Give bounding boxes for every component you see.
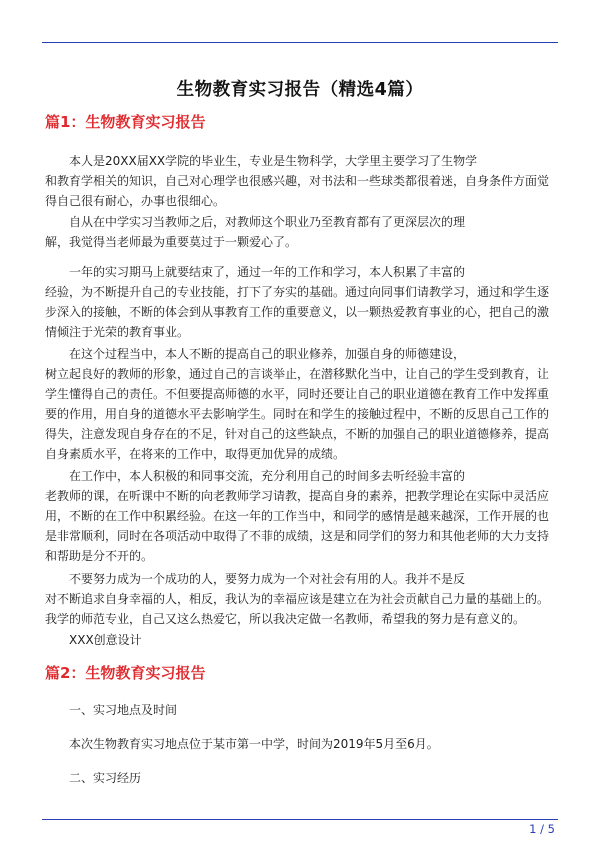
section-1-body: [45, 151, 555, 211]
section-1-body: [45, 344, 555, 464]
section-1-heading: 篇1：生物教育实习报告: [45, 113, 206, 131]
section-2-item: [45, 734, 555, 754]
top-rule: [42, 42, 558, 43]
signature-block: [45, 630, 555, 650]
section-1-body: [45, 212, 555, 252]
paragraph-line: 学生懂得自己的责任。不但要提高师德的水平，同时还要让自己的职业道德在教育工作中发挥重: [45, 387, 550, 401]
document-title: 生物教育实习报告（精选4篇）: [176, 80, 424, 100]
paragraph-line: 步深入的接触，不断的体会到从事教育工作的重要意义，以一颗热爱教育事业的心，把自己的激: [45, 305, 550, 319]
paragraph-line: 对不断追求自身幸福的人，相反，我认为的幸福应该是建立在为社会贡献自己力量的基础上的。: [45, 592, 550, 606]
paragraph-line: 得自己很有耐心，办事也很细心。: [45, 194, 226, 208]
item-heading: 二、实习经历: [69, 771, 142, 785]
page-indicator: 1 / 5: [529, 822, 555, 836]
paragraph-line: 自身素质水平，在将来的工作中，取得更加优异的成绩。: [45, 447, 346, 461]
paragraph-line: 不要努力成为一个成功的人，要努力成为一个对社会有用的人。我并不是反: [69, 572, 466, 586]
section-1-body: [45, 262, 555, 342]
paragraph-line: 得失，注意发现自身存在的不足，针对自己的这些缺点，不断的加强自己的职业道德修养，提高: [45, 427, 550, 441]
paragraph-line: 用，不断的在工作中积累经验。在这一年的工作当中，和同学的感情是越来越深，工作开展的也: [45, 509, 550, 523]
paragraph-line: 是非常顺利，同时在各项活动中取得了不菲的成绩，这是和同学们的努力和其他老师的大力支持: [45, 529, 550, 543]
paragraph-line: 树立起良好的教师的形象，通过自己的言谈举止，在潜移默化当中，让自己的学生受到教育，让: [45, 367, 550, 381]
paragraph-line: 一年的实习期马上就要结束了，通过一年的工作和学习，本人积累了丰富的: [69, 265, 466, 279]
section-1-body: [45, 466, 555, 566]
paragraph-line: 要的作用，用自身的道德水平去影响学生。同时在和学生的接触过程中，不断的反思自己工作的: [45, 407, 550, 421]
item-text: 本次生物教育实习地点位于某市第一中学，时间为2019年5月至6月。: [69, 737, 439, 751]
paragraph: [45, 151, 555, 211]
section-2-heading: 篇2：生物教育实习报告: [45, 664, 206, 682]
paragraph: [45, 344, 555, 464]
paragraph-line: 经验，为不断提升自己的专业技能，打下了夯实的基础。通过向同事们请教学习，通过和学生逐: [45, 285, 550, 299]
section-2-item: [45, 700, 555, 720]
paragraph: [45, 212, 555, 252]
paragraph: [45, 262, 555, 342]
paragraph-line: 和教育学相关的知识，自己对心理学也很感兴趣，对书法和一些球类都很着迷，自身条件方面觉: [45, 174, 550, 188]
section-1-body: [45, 569, 555, 629]
signature: XXX创意设计: [69, 633, 142, 647]
paragraph-line: 解，我觉得当老师最为重要莫过于一颗爱心了。: [45, 235, 298, 249]
paragraph-line: 我学的师范专业，自己又这么热爱它，所以我决定做一名教师，希望我的努力是有意义的。: [45, 612, 526, 626]
paragraph-line: 自从在中学实习当教师之后，对教师这个职业乃至教育都有了更深层次的理: [69, 215, 466, 229]
paragraph-line: 本人是20XX届XX学院的毕业生，专业是生物科学，大学里主要学习了生物学: [69, 154, 478, 168]
paragraph: [45, 466, 555, 566]
paragraph-line: 老教师的课，在听课中不断的向老教师学习请教，提高自身的素养，把教学理论在实际中灵活应: [45, 489, 550, 503]
paragraph-line: 在工作中，本人积极的和同事交流，充分利用自己的时间多去听经验丰富的: [69, 469, 466, 483]
paragraph-line: 情倾注于光荣的教育事业。: [45, 325, 190, 339]
item-heading: 一、实习地点及时间: [69, 703, 178, 717]
paragraph: [45, 569, 555, 629]
bottom-rule: [42, 819, 558, 820]
paragraph-line: 和帮助是分不开的。: [45, 549, 154, 563]
section-2-item: [45, 768, 555, 788]
paragraph-line: 在这个过程当中，本人不断的提高自己的职业修养，加强自身的师德建设，: [69, 347, 466, 361]
